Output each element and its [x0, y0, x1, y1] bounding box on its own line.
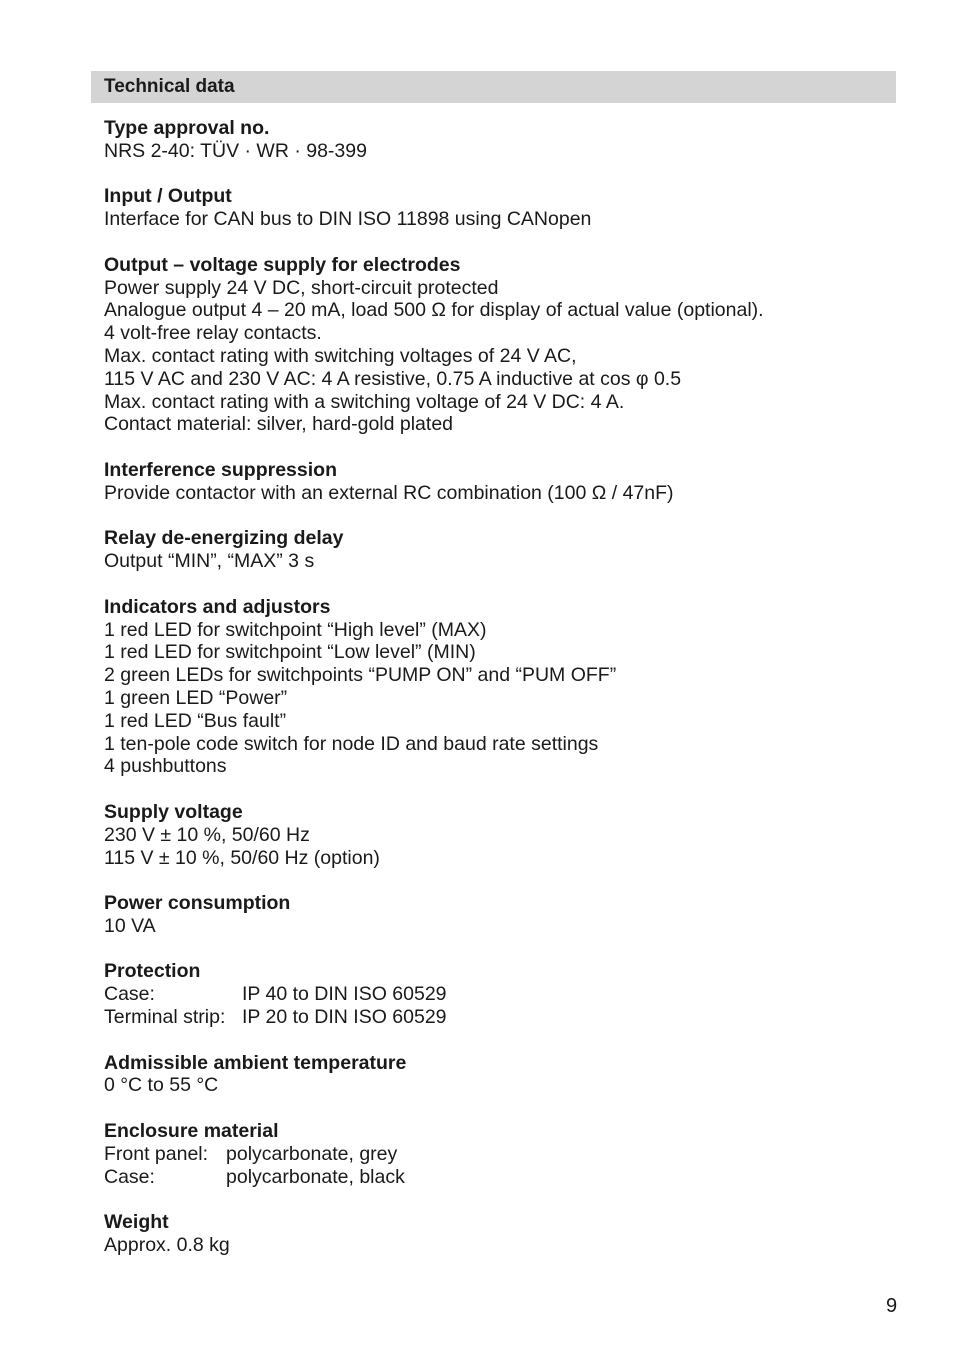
section-heading: Relay de-energizing delay — [104, 527, 344, 550]
spec-row — [104, 1166, 884, 1189]
spec-line: 115 V ± 10 %, 50/60 Hz (option) — [104, 846, 380, 869]
spec-line: 115 V AC and 230 V AC: 4 A resistive, 0.75 A inductive at cos φ 0.5 — [104, 367, 682, 390]
spec-line: Max. contact rating with a switching voltage of 24 V DC: 4 A. — [104, 390, 625, 413]
section-weight — [104, 1211, 884, 1257]
section-heading: Indicators and adjustors — [104, 595, 331, 618]
section-heading: Output – voltage supply for electrodes — [104, 253, 461, 276]
spec-row-value: polycarbonate, black — [226, 1165, 405, 1188]
section-protection — [104, 960, 884, 1028]
spec-line: 1 green LED “Power” — [104, 686, 288, 709]
section-ambient-temperature — [104, 1052, 884, 1098]
spec-row-value: IP 40 to DIN ISO 60529 — [242, 983, 447, 1006]
spec-row-label: Front panel: — [104, 1142, 209, 1165]
section-enclosure-material — [104, 1120, 884, 1188]
spec-line: 4 volt-free relay contacts. — [104, 322, 322, 345]
page-title: Technical data — [104, 76, 235, 97]
spec-row-label: Terminal strip: — [104, 1006, 226, 1029]
spec-line: 2 green LEDs for switchpoints “PUMP ON” and “PUM OFF” — [104, 664, 617, 687]
section-supply-voltage — [104, 801, 884, 869]
spec-line: 1 ten-pole code switch for node ID and baud rate settings — [104, 732, 599, 755]
section-type-approval — [104, 117, 884, 163]
section-heading: Power consumption — [104, 892, 291, 915]
spec-row — [104, 1143, 884, 1166]
spec-line: Output “MIN”, “MAX” 3 s — [104, 550, 315, 573]
section-heading: Enclosure material — [104, 1120, 279, 1143]
spec-line: Contact material: silver, hard-gold plated — [104, 413, 454, 436]
section-heading: Admissible ambient temperature — [104, 1051, 407, 1074]
section-heading: Input / Output — [104, 185, 232, 208]
spec-line: NRS 2-40: TÜV · WR · 98-399 — [104, 139, 367, 162]
section-indicators — [104, 596, 884, 778]
spec-line: 1 red LED for switchpoint “Low level” (MIN) — [104, 641, 476, 664]
spec-line: Interface for CAN bus to DIN ISO 11898 using CANopen — [104, 208, 592, 231]
spec-line: 1 red LED for switchpoint “High level” (MAX) — [104, 618, 487, 641]
section-heading: Type approval no. — [104, 117, 270, 139]
spec-line: 230 V ± 10 %, 50/60 Hz — [104, 823, 310, 846]
spec-line: Power supply 24 V DC, short-circuit protected — [104, 276, 499, 299]
section-heading: Interference suppression — [104, 458, 337, 481]
section-input-output — [104, 185, 884, 231]
spec-row — [104, 983, 884, 1006]
section-relay-delay — [104, 527, 884, 573]
section-heading: Protection — [104, 960, 201, 983]
spec-line: 0 °C to 55 °C — [104, 1074, 219, 1097]
section-power-consumption — [104, 892, 884, 938]
spec-line: 10 VA — [104, 914, 156, 937]
spec-row-value: polycarbonate, grey — [226, 1142, 398, 1165]
spec-line: Approx. 0.8 kg — [104, 1234, 230, 1257]
section-interference-suppression — [104, 459, 884, 505]
spec-row — [104, 1006, 884, 1029]
spec-line: Analogue output 4 – 20 mA, load 500 Ω for display of actual value (optional). — [104, 299, 764, 322]
spec-line: 4 pushbuttons — [104, 755, 227, 778]
section-output-voltage — [104, 254, 884, 436]
section-heading: Weight — [104, 1211, 169, 1234]
spec-line: Provide contactor with an external RC combination (100 Ω / 47nF) — [104, 481, 674, 504]
spec-line: Max. contact rating with switching voltages of 24 V AC, — [104, 344, 577, 367]
spec-row-value: IP 20 to DIN ISO 60529 — [242, 1006, 447, 1029]
spec-row-label: Case: — [104, 983, 155, 1006]
spec-line: 1 red LED “Bus fault” — [104, 709, 287, 732]
technical-data-content — [104, 117, 884, 1280]
section-heading: Supply voltage — [104, 800, 243, 823]
section-header-bar — [91, 71, 896, 103]
page-number: 9 — [886, 1295, 898, 1317]
spec-row-label: Case: — [104, 1165, 155, 1188]
